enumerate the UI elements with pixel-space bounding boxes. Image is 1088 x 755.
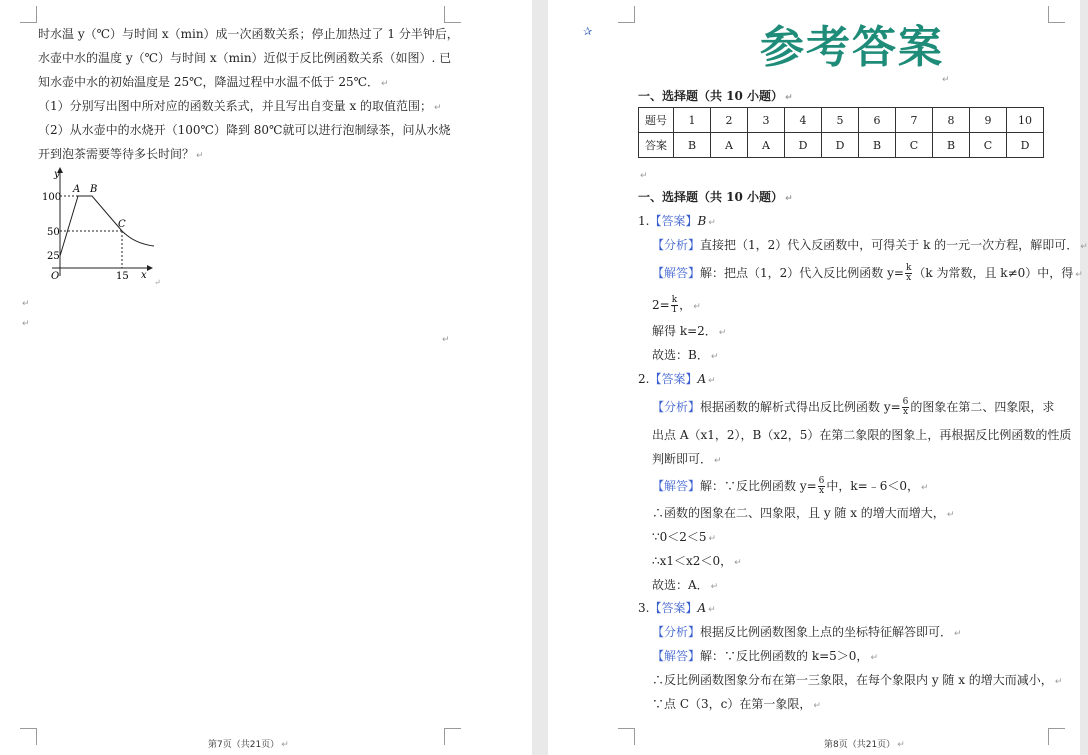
table-cell: 1 xyxy=(674,108,711,133)
table-cell: C xyxy=(970,133,1007,158)
crop-mark xyxy=(1048,6,1065,23)
return-mark: ↵ xyxy=(442,335,450,345)
tick-label-25: 25 xyxy=(47,251,60,262)
point-a-label: A xyxy=(73,184,81,195)
cooling-curve xyxy=(122,231,154,246)
return-mark: ↵ xyxy=(22,299,30,309)
crop-mark xyxy=(1048,728,1065,745)
table-cell: 8 xyxy=(933,108,970,133)
tick-label-15: 15 xyxy=(116,271,129,282)
table-cell: 7 xyxy=(896,108,933,133)
question-1-answer: 1.【答案】B ↵ xyxy=(638,214,716,228)
origin-label: O xyxy=(51,271,60,282)
x-axis-arrow xyxy=(147,265,153,271)
table-cell: 4 xyxy=(785,108,822,133)
table-header-cell: 答案 xyxy=(639,133,674,158)
fraction: $\frac{6}{x}$ xyxy=(818,476,825,496)
table-cell: 9 xyxy=(970,108,1007,133)
question-2-line: ∴x1＜x2＜0， ↵ xyxy=(652,554,742,568)
tick-label-50: 50 xyxy=(47,227,60,238)
question-2-analysis-line: 出点 A（x1，2），B（x2，5）在第二象限的图象上，再根据反比例函数的性质 xyxy=(652,428,1072,442)
section-heading: 一、选择题（共 10 小题） ↵ xyxy=(638,190,793,204)
crop-mark xyxy=(444,728,461,745)
problem-line: （1）分别写出图中所对应的函数关系式，并且写出自变量 x 的取值范围； ↵ xyxy=(38,99,442,113)
crop-mark xyxy=(618,728,635,745)
question-2-analysis-line: 判断即可． ↵ xyxy=(652,452,722,466)
temperature-curve xyxy=(60,196,122,256)
question-3-line: ∴反比例函数图象分布在第一三象限，在每个象限内 y 随 x 的增大而减小， ↵ xyxy=(652,673,1063,687)
table-cell: B xyxy=(933,133,970,158)
question-2-line: ∴函数的图象在二、四象限，且 y 随 x 的增大而增大， ↵ xyxy=(652,506,955,520)
table-row xyxy=(639,108,1044,133)
question-3-answer: 3.【答案】A ↵ xyxy=(638,601,716,615)
page-8 xyxy=(548,0,1088,755)
return-mark: ↵ xyxy=(640,171,648,181)
question-1-line: 2= $\frac{k}{1}$ ， ↵ xyxy=(652,295,701,315)
answer-key-title: 参考答案 xyxy=(760,22,944,73)
question-2-analysis: 【分析】根据函数的解析式得出反比例函数 y= $\frac{6}{x}$ 的图象在第二、四象限，求 xyxy=(652,397,1055,417)
y-axis-label: y xyxy=(54,169,60,180)
temperature-graph xyxy=(30,164,170,289)
crop-mark xyxy=(618,6,635,23)
crop-mark xyxy=(20,6,37,23)
table-cell: 10 xyxy=(1007,108,1044,133)
problem-line: 开到泡茶需要等待多长时间？ ↵ xyxy=(38,147,204,161)
question-2-answer: 2.【答案】A ↵ xyxy=(638,372,716,386)
table-row xyxy=(639,133,1044,158)
return-mark: ↵ xyxy=(22,319,30,329)
return-mark: ↵ xyxy=(154,278,161,287)
table-cell: A xyxy=(711,133,748,158)
question-3-solution: 【解答】解：∵反比例函数的 k=5＞0， ↵ xyxy=(652,649,878,663)
return-mark: ↵ xyxy=(942,75,950,85)
problem-line: 知水壶中水的初始温度是 25℃，降温过程中水温不低于 25℃． ↵ xyxy=(38,75,389,89)
fraction: $\frac{k}{x}$ xyxy=(905,263,912,283)
table-cell: B xyxy=(674,133,711,158)
table-cell: B xyxy=(859,133,896,158)
page-footer: 第8页（共21页） ↵ xyxy=(824,740,905,750)
table-cell: 2 xyxy=(711,108,748,133)
page-footer: 第7页（共21页） ↵ xyxy=(208,740,289,750)
point-c-label: C xyxy=(118,219,126,230)
table-cell: D xyxy=(1007,133,1044,158)
problem-line: 水壶中水的温度 y（℃）与时间 x（min）近似于反比例函数关系（如图）. 已 xyxy=(38,51,452,65)
x-axis-label: x xyxy=(141,270,147,281)
table-cell: C xyxy=(896,133,933,158)
question-1-solution: 【解答】解：把点（1，2）代入反比例函数 y= $\frac{k}{x}$ （k 为常数，且 k≠0）中，得 ↵ xyxy=(652,263,1083,283)
table-cell: 6 xyxy=(859,108,896,133)
crop-mark xyxy=(444,6,461,23)
answer-table xyxy=(638,107,1044,158)
tick-label-100: 100 xyxy=(42,192,62,203)
section-heading: 一、选择题（共 10 小题） ↵ xyxy=(638,89,793,103)
question-1-line: 故选：B． ↵ xyxy=(652,348,719,362)
question-3-analysis: 【分析】根据反比例函数图象上点的坐标特征解答即可． ↵ xyxy=(652,625,962,639)
question-3-line: ∵点 C（3，c）在第一象限， ↵ xyxy=(652,697,821,711)
star-icon: ✰ xyxy=(583,25,593,38)
table-cell: D xyxy=(785,133,822,158)
question-1-line: 解得 k=2． ↵ xyxy=(652,324,727,338)
page-7 xyxy=(0,0,532,755)
crop-mark xyxy=(20,728,37,745)
fraction: $\frac{k}{1}$ xyxy=(671,295,678,315)
question-2-line: ∵0＜2＜5 ↵ xyxy=(652,530,717,544)
problem-line: 时水温 y（℃）与时间 x（min）成一次函数关系；停止加热过了 1 分半钟后， xyxy=(38,27,459,41)
question-2-solution: 【解答】解：∵反比例函数 y= $\frac{6}{x}$ 中，k=﹣6＜0， ↵ xyxy=(652,476,929,496)
question-2-line: 故选：A． ↵ xyxy=(652,578,719,592)
table-cell: A xyxy=(748,133,785,158)
table-cell: D xyxy=(822,133,859,158)
problem-line: （2）从水壶中的水烧开（100℃）降到 80℃就可以进行泡制绿茶，问从水烧 xyxy=(38,123,451,137)
table-cell: 5 xyxy=(822,108,859,133)
table-cell: 3 xyxy=(748,108,785,133)
point-b-label: B xyxy=(90,184,98,195)
fraction: $\frac{6}{x}$ xyxy=(902,397,909,417)
table-header-cell: 题号 xyxy=(639,108,674,133)
question-1-analysis: 【分析】直接把（1，2）代入反函数中，可得关于 k 的一元一次方程，解即可． ↵ xyxy=(652,238,1088,252)
